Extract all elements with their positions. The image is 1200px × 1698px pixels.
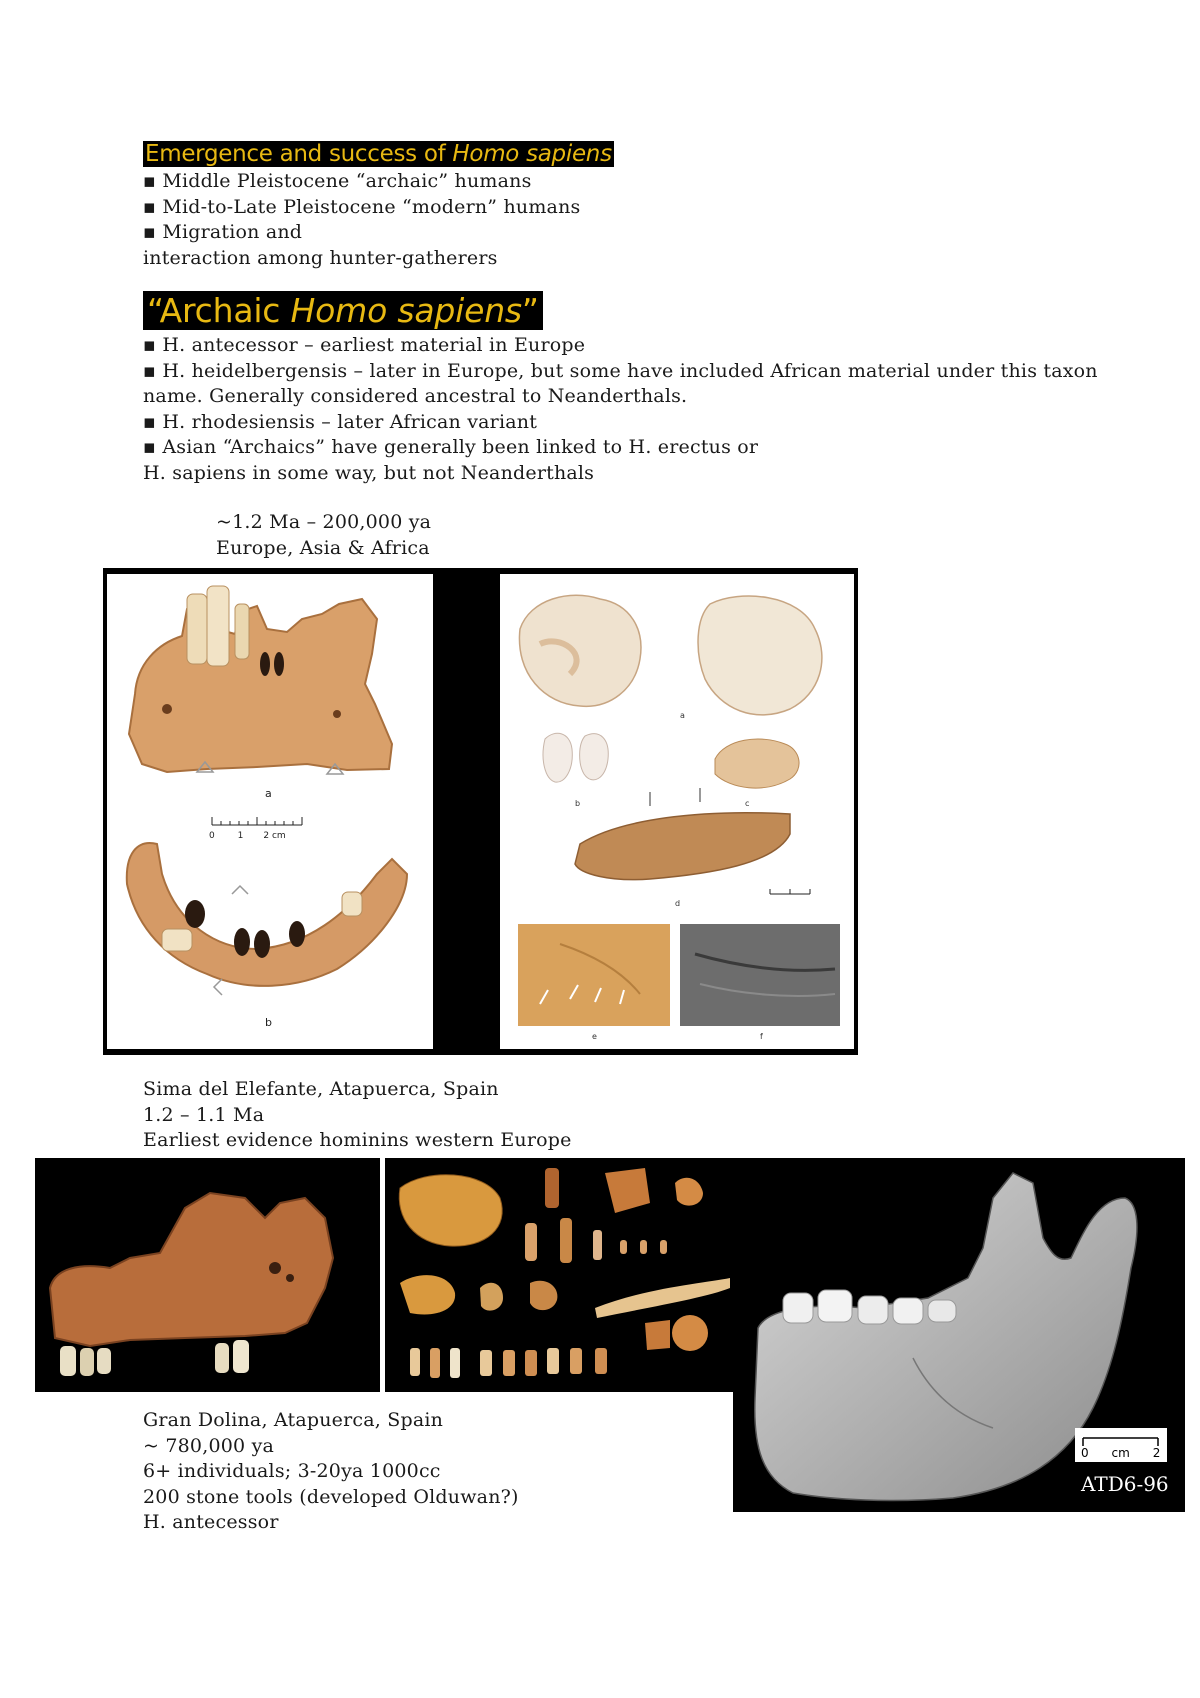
photo-mandible-atd6-96 (733, 1158, 1185, 1512)
photo-maxilla (35, 1158, 380, 1392)
caption-line: Gran Dolina, Atapuerca, Spain (143, 1409, 444, 1431)
body-line: name. Generally considered ancestral to Neanderthals. (143, 385, 688, 407)
mandible-illustration (107, 574, 433, 1049)
caption-line: ~ 780,000 ya (143, 1434, 275, 1457)
heading-text-close: ” (521, 291, 539, 330)
body-line: ▪ H. rhodesiensis – later African variant (143, 410, 538, 433)
body-line: ▪ Asian “Archaics” have generally been linked to H. erectus or (143, 436, 759, 458)
figure-label-b: b (575, 799, 581, 808)
section1-bullets (143, 169, 580, 271)
caption-line: 6+ individuals; 3-20ya 1000cc (143, 1460, 441, 1482)
body-line: ▪ H. antecessor – earliest material in Europe (143, 334, 586, 356)
maxilla-illustration (35, 1158, 380, 1392)
caption-line: H. antecessor (143, 1511, 279, 1533)
heading-italic: Homo sapiens (452, 141, 612, 167)
tools-panel (500, 574, 854, 1049)
date-range: ~1.2 Ma – 200,000 ya (216, 511, 432, 533)
mandible-atd6-96-illustration (733, 1158, 1185, 1512)
heading-italic: Homo sapiens (290, 291, 522, 330)
specimen-label: ATD6-96 (1081, 1472, 1169, 1496)
regions: Europe, Asia & Africa (216, 536, 430, 559)
caption-line: Sima del Elefante, Atapuerca, Spain (143, 1078, 499, 1100)
figure-label-a: a (680, 711, 685, 720)
caption-line: 200 stone tools (developed Olduwan?) (143, 1485, 519, 1508)
atd-scale-box (1075, 1428, 1167, 1462)
mandible-panel (107, 574, 433, 1049)
atd-scale-text: 0 cm 2 (1081, 1446, 1161, 1460)
figure-label-d: d (675, 899, 681, 908)
bullet-line: ▪ Middle Pleistocene “archaic” humans (143, 170, 532, 192)
bullet-line: interaction among hunter-gatherers (143, 246, 498, 269)
figure-label-f: f (760, 1032, 763, 1041)
scale-bar (209, 817, 302, 841)
body-line: ▪ H. heidelbergensis – later in Europe, but some have included African material under this taxon (143, 359, 1098, 382)
date-block (216, 510, 431, 561)
figure-sima-del-elefante (103, 568, 858, 1055)
bullet-line: ▪ Mid-to-Late Pleistocene “modern” humans (143, 195, 581, 218)
caption-gran-dolina (143, 1408, 519, 1536)
heading-text: Emergence and success of (145, 141, 453, 167)
bullet-line: ▪ Migration and (143, 221, 303, 243)
section-heading-archaic (143, 292, 543, 330)
caption-line: 1.2 – 1.1 Ma (143, 1103, 265, 1126)
section2-lines (143, 333, 1098, 486)
caption-line: Earliest evidence hominins western Europe (143, 1129, 572, 1151)
photo-fossil-assemblage (385, 1158, 734, 1392)
body-line: H. sapiens in some way, but not Neanderthals (143, 461, 595, 484)
figure-label-e: e (592, 1032, 597, 1041)
figure-label-a: a (265, 787, 272, 800)
section-heading-emergence (143, 140, 614, 168)
heading-text: “Archaic (147, 291, 291, 330)
tools-illustration (500, 574, 854, 1049)
scale-text: 0 1 2 cm (209, 831, 286, 841)
figure-label-c: c (745, 799, 750, 808)
caption-sima (143, 1077, 572, 1154)
tools-scale-bar (770, 889, 810, 894)
figure-label-b: b (265, 1016, 272, 1029)
fossil-assemblage-illustration (385, 1158, 734, 1392)
